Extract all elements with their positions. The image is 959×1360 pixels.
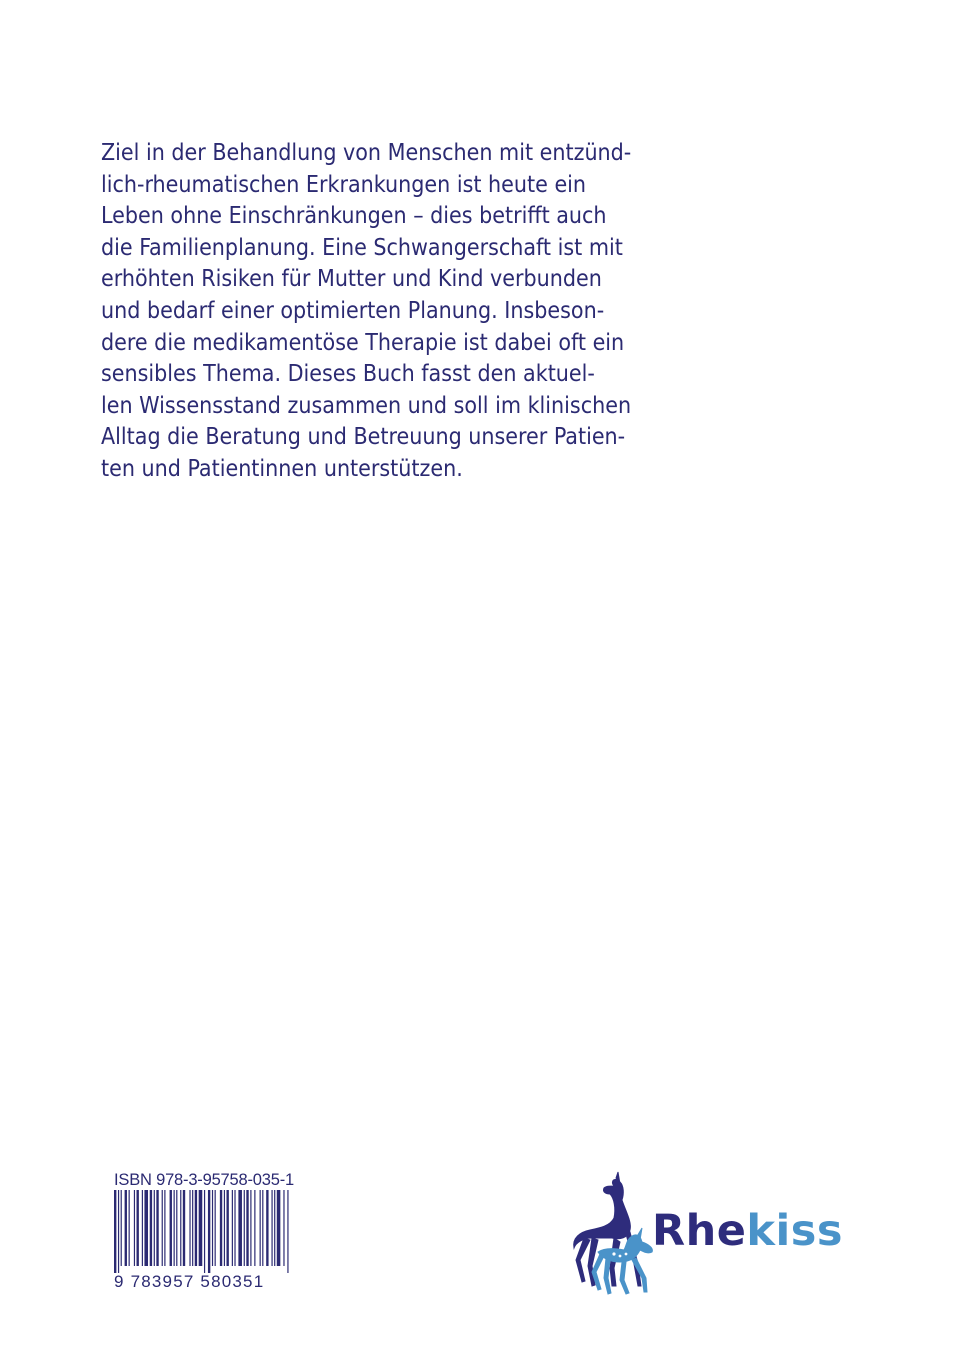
blurb-line: lich-rheumatischen Erkrankungen ist heute ein [101, 171, 587, 198]
isbn-barcode-block [114, 1171, 294, 1297]
blurb-line: die Familienplanung. Eine Schwangerschaft ist mit [101, 234, 623, 261]
isbn-label: ISBN 978-3-95758-035-1 [114, 1171, 294, 1189]
blurb-line: dere die medikamentöse Therapie ist dabei oft ein [101, 329, 625, 356]
blurb-line: sensibles Thema. Dieses Buch fasst den aktuel- [101, 361, 595, 388]
blurb-line: len Wissensstand zusammen und soll im klinischen [101, 392, 632, 419]
blurb-line: erhöhten Risiken für Mutter und Kind verbunden [101, 266, 602, 293]
blurb-line: Leben ohne Einschränkungen – dies betrifft auch [101, 203, 607, 230]
barcode-icon [114, 1190, 290, 1273]
barcode-digits: 9 783957 580351 [114, 1272, 265, 1291]
back-cover-blurb [101, 138, 632, 486]
publisher-logo-text [652, 1206, 843, 1256]
blurb-line: und bedarf einer optimierten Planung. Insbeson- [101, 297, 605, 324]
blurb-line: Alltag die Beratung und Betreuung unserer Patien- [101, 424, 626, 451]
logo-name-part1: Rhe [652, 1206, 747, 1256]
blurb-line: ten und Patientinnen unterstützen. [101, 455, 463, 482]
blurb-line: Ziel in der Behandlung von Menschen mit entzünd- [101, 140, 632, 166]
logo-name-part2: kiss [746, 1206, 843, 1256]
